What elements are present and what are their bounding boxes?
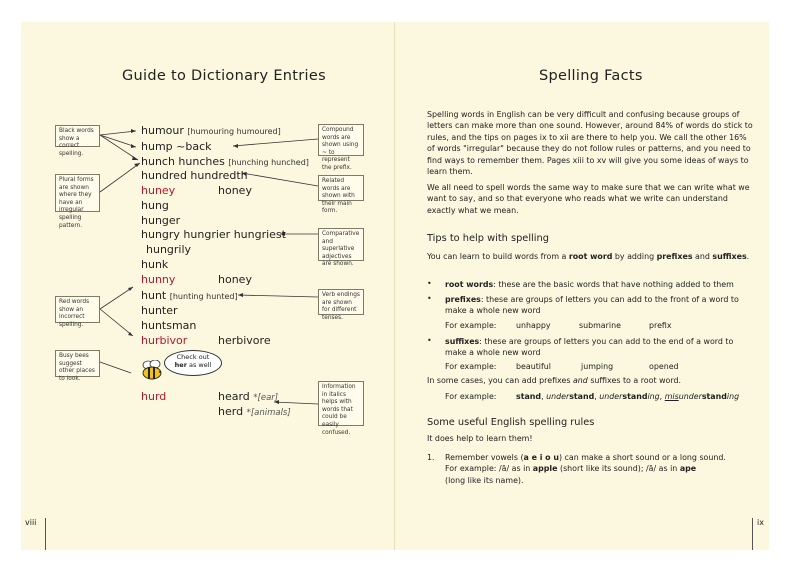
entry-hunt: hunt [hunting hunted] (141, 289, 238, 302)
intro-paragraph-2: We all need to spell words the same way to make sure that we can write what we want to say, and so that everyone who reads what we write can understand exactly what we mean. (427, 183, 750, 215)
right-page (395, 22, 769, 550)
bullet-dot: • (427, 279, 432, 288)
prefix-and-suffix-line: In some cases, you can add prefixes and suffixes to a root word. (427, 376, 681, 385)
entry-hunny-correct: honey (218, 273, 252, 286)
prefix-example-1: unhappy (516, 321, 551, 330)
entry-herd: herd *[animals] (218, 405, 291, 418)
entry-hunk: hunk (141, 258, 169, 271)
entry-hurd: hurd (141, 390, 167, 403)
entry-hundred: hundred hundredth (141, 169, 248, 182)
rule-1-text: Remember vowels (a e i o u) can make a short sound or a long sound. For example: /ă/ as in apple (short like its sound); /ā/ as in ape (long like its name). (445, 453, 726, 485)
entry-huney-correct: honey (218, 184, 252, 197)
entry-hunger: hunger (141, 214, 181, 227)
bullet-root-words: root words: these are the basic words that have nothing added to them (445, 280, 734, 289)
bee-icon (139, 360, 165, 382)
entry-hunny: hunny (141, 273, 176, 286)
prefix-example-3: prefix (649, 321, 672, 330)
entry-humour: humour [humouring humoured] (141, 124, 281, 137)
entry-hump: hump ~back (141, 140, 212, 153)
right-page-number: ix (757, 518, 764, 527)
entry-heard: heard *[ear] (218, 390, 279, 403)
note-italics: Information in italics helps with words that could be easily confused. (318, 381, 364, 426)
rules-intro: It does help to learn them! (427, 434, 533, 443)
note-plural-forms: Plural forms are shown where they have an irregular spelling pattern. (55, 174, 100, 212)
entry-hung: hung (141, 199, 169, 212)
entry-hurbivor-correct: herbivore (218, 334, 271, 347)
right-page-title: Spelling Facts (539, 68, 643, 84)
prefix-example-label: For example: (445, 321, 497, 330)
rules-heading: Some useful English spelling rules (427, 417, 595, 428)
note-compound-words: Compound words are shown using ~ to represent the prefix. (318, 124, 364, 156)
rule-1-number: 1. (427, 453, 435, 462)
note-red-words: Red words show an incorrect spelling. (55, 296, 100, 323)
bullet-dot: • (427, 294, 432, 303)
note-verb-endings: Verb endings are shown for different tenses. (318, 289, 364, 315)
suffix-example-label: For example: (445, 362, 497, 371)
note-black-words: Black words show a correct spelling. (55, 125, 100, 147)
tips-intro: You can learn to build words from a root word by adding prefixes and suffixes. (427, 252, 750, 261)
bee-speech-bubble: Check out her as well (164, 350, 222, 376)
prefix-example-2: submarine (579, 321, 621, 330)
entry-hungry: hungry hungrier hungriest (141, 228, 286, 241)
left-margin-rule (45, 518, 46, 550)
left-page-number: viii (25, 518, 37, 527)
entry-huney: huney (141, 184, 176, 197)
entry-hunter: hunter (141, 304, 178, 317)
entry-hungrily: hungrily (146, 243, 192, 256)
suffix-example-3: opened (649, 362, 679, 371)
entry-hunch: hunch hunches [hunching hunched] (141, 155, 309, 168)
right-margin-rule (752, 518, 753, 550)
bullet-prefixes: prefixes: these are groups of letters you can add to the front of a word to make a whole new word (445, 295, 739, 316)
left-page-title: Guide to Dictionary Entries (122, 68, 326, 84)
suffix-example-1: beautiful (516, 362, 551, 371)
note-related-words: Related words are shown with their main form. (318, 175, 364, 201)
tips-heading: Tips to help with spelling (427, 233, 549, 244)
combined-example-label: For example: (445, 392, 497, 401)
entry-hurbivor: hurbivor (141, 334, 188, 347)
bullet-dot: • (427, 336, 432, 345)
bullet-suffixes: suffixes: these are groups of letters you can add to the end of a word to make a whole new word (445, 337, 734, 358)
left-page (21, 22, 395, 550)
combined-examples: stand, understand, understanding, misunderstanding (516, 392, 740, 401)
suffix-example-2: jumping (581, 362, 614, 371)
annotation-arrows (21, 22, 395, 550)
intro-paragraph-1: Spelling words in English can be very difficult and confusing because groups of letters can make more than one sound. However, around 84% of words do stick to rules, and the tips on pages ix to xii are there to help you. We call the other 16% of words "irregular" because they do not follow rules or patterns, and you need to find ways to remember them. Pages xiii to xv will give you some ideas of ways to learn them. (427, 110, 753, 177)
note-busy-bees: Busy bees suggest other places to look. (55, 350, 100, 377)
note-comparative: Comparative and superlative adjectives are shown. (318, 228, 364, 261)
entry-huntsman: huntsman (141, 319, 197, 332)
